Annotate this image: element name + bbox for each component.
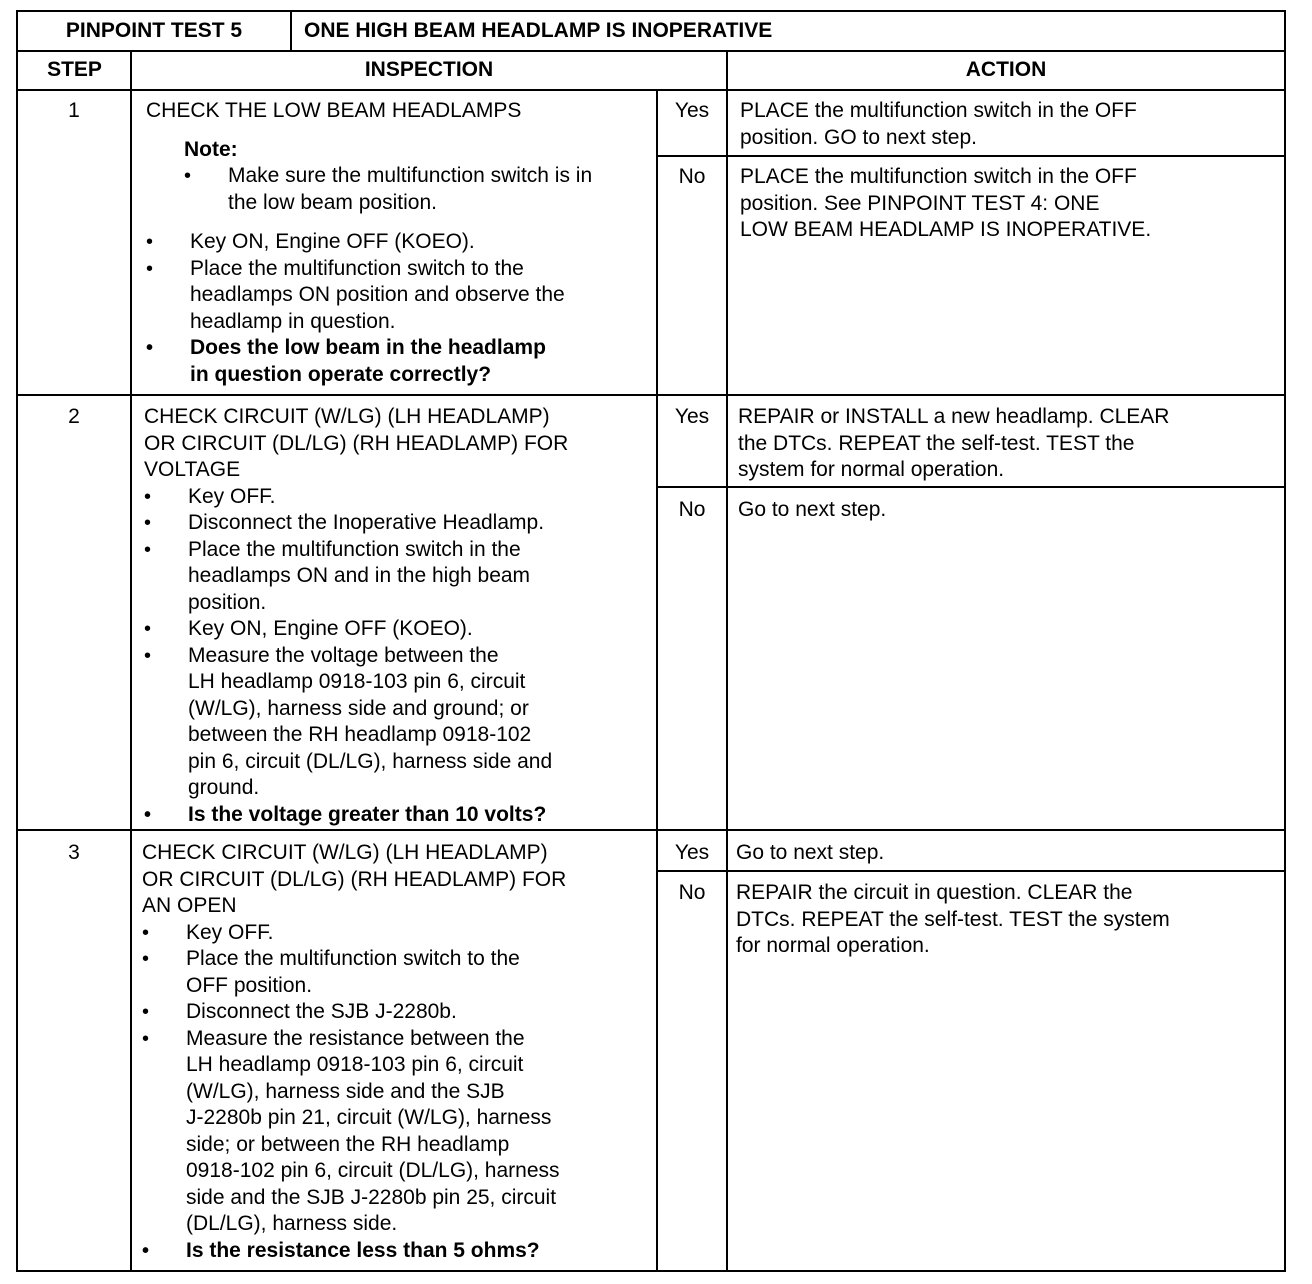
bullet-item bbox=[144, 643, 568, 802]
bullet-item bbox=[144, 616, 568, 643]
col-divider bbox=[656, 89, 658, 1272]
step-title: AN OPEN bbox=[142, 894, 237, 917]
rule bbox=[18, 50, 1284, 52]
bullet-line: • Key ON, Engine OFF (KOEO). bbox=[188, 617, 473, 640]
bullet-item-question bbox=[146, 335, 592, 388]
bullet-line: headlamps ON and in the high beam bbox=[188, 564, 531, 587]
bullet-line: • Measure the resistance between the bbox=[186, 1026, 525, 1050]
pinpoint-test-table bbox=[16, 10, 1286, 1272]
step-number: 1 bbox=[68, 99, 80, 122]
rule bbox=[18, 89, 1284, 91]
step-title: CHECK CIRCUIT (W/LG) (LH HEADLAMP) bbox=[144, 405, 550, 428]
bullet-line: in question operate correctly? bbox=[190, 362, 492, 386]
rule bbox=[656, 486, 1284, 488]
bullet-line: • Key OFF. bbox=[188, 484, 276, 508]
bullet-line: • Disconnect the Inoperative Headlamp. bbox=[188, 511, 545, 534]
step-2-inspection bbox=[144, 404, 568, 828]
yes-action bbox=[738, 404, 1169, 484]
note-item bbox=[184, 163, 592, 216]
rule bbox=[656, 870, 1284, 872]
step-number: 3 bbox=[68, 841, 80, 864]
col-divider bbox=[726, 50, 728, 1272]
bullet-line: • Is the voltage greater than 10 volts? bbox=[188, 802, 547, 826]
yes-action bbox=[736, 840, 884, 867]
bullet-line: (W/LG), harness side and ground; or bbox=[188, 696, 529, 720]
action-line: the DTCs. REPEAT the self-test. TEST the bbox=[738, 431, 1135, 455]
note-line: • Make sure the multifunction switch is in bbox=[228, 164, 593, 187]
action-line: DTCs. REPEAT the self-test. TEST the system bbox=[736, 907, 1170, 931]
bullet-line: between the RH headlamp 0918-102 bbox=[188, 723, 532, 746]
action-line: for normal operation. bbox=[736, 934, 930, 957]
bullet-item bbox=[146, 229, 592, 256]
bullet-item bbox=[142, 946, 566, 999]
bullet-line: headlamps ON position and observe the bbox=[190, 283, 565, 306]
action-line: position. See PINPOINT TEST 4: ONE bbox=[740, 191, 1100, 215]
bullet-line: J-2280b pin 21, circuit (W/LG), harness bbox=[186, 1106, 552, 1129]
action-line: REPAIR the circuit in question. CLEAR the bbox=[736, 881, 1133, 904]
bullet-line: (DL/LG), harness side. bbox=[186, 1212, 398, 1235]
bullet-line: position. bbox=[188, 590, 267, 614]
action-line: Go to next step. bbox=[738, 498, 887, 521]
col-action-header: ACTION bbox=[965, 58, 1047, 81]
bullet-line: side; or between the RH headlamp bbox=[186, 1132, 510, 1156]
action-line: LOW BEAM HEADLAMP IS INOPERATIVE. bbox=[740, 218, 1152, 241]
bullet-line: (W/LG), harness side and the SJB bbox=[186, 1079, 505, 1103]
yes-label: Yes bbox=[674, 405, 710, 428]
action-line: Go to next step. bbox=[736, 841, 885, 864]
no-label: No bbox=[678, 498, 706, 521]
bullet-line: • Does the low beam in the headlamp bbox=[190, 336, 546, 359]
note-line: the low beam position. bbox=[228, 190, 437, 214]
note-block bbox=[146, 137, 592, 217]
action-line: position. GO to next step. bbox=[740, 125, 977, 149]
step-title: VOLTAGE bbox=[144, 458, 241, 481]
bullet-list bbox=[142, 920, 566, 1265]
step-1-inspection bbox=[146, 98, 592, 388]
yes-action bbox=[740, 98, 1137, 151]
yes-label: Yes bbox=[674, 99, 710, 122]
bullet-item-question bbox=[144, 802, 568, 829]
step-number: 2 bbox=[68, 405, 80, 428]
col-inspection-header: INSPECTION bbox=[364, 58, 494, 81]
bullet-item bbox=[142, 1026, 566, 1238]
bullet-line: • Measure the voltage between the bbox=[188, 643, 499, 667]
bullet-line: • Place the multifunction switch to the bbox=[190, 256, 524, 280]
bullet-line: OFF position. bbox=[186, 973, 313, 997]
bullet-line: 0918-102 pin 6, circuit (DL/LG), harness bbox=[186, 1159, 560, 1182]
bullet-line: pin 6, circuit (DL/LG), harness side and bbox=[188, 749, 553, 773]
bullet-line: LH headlamp 0918-103 pin 6, circuit bbox=[188, 670, 526, 693]
rule bbox=[18, 394, 1284, 396]
title-divider bbox=[290, 12, 292, 52]
bullet-line: side and the SJB J-2280b pin 25, circuit bbox=[186, 1185, 557, 1209]
no-label: No bbox=[678, 881, 706, 904]
no-action bbox=[736, 880, 1170, 960]
action-line: PLACE the multifunction switch in the OFF bbox=[740, 99, 1137, 122]
bullet-item-question bbox=[142, 1238, 566, 1265]
step-title: CHECK THE LOW BEAM HEADLAMPS bbox=[146, 99, 522, 122]
bullet-item bbox=[144, 484, 568, 511]
col-divider bbox=[130, 50, 132, 1272]
test-title: ONE HIGH BEAM HEADLAMP IS INOPERATIVE bbox=[304, 19, 773, 42]
bullet-line: ground. bbox=[188, 776, 260, 799]
note-list bbox=[184, 163, 592, 216]
bullet-item bbox=[142, 920, 566, 947]
bullet-line: • Place the multifunction switch to the bbox=[186, 947, 520, 970]
action-line: PLACE the multifunction switch in the OFF bbox=[740, 165, 1137, 188]
bullet-item bbox=[144, 510, 568, 537]
bullet-line: • Is the resistance less than 5 ohms? bbox=[186, 1238, 540, 1262]
no-action bbox=[738, 497, 886, 524]
bullet-line: • Key OFF. bbox=[186, 920, 274, 944]
note-label: Note: bbox=[184, 137, 238, 161]
no-label: No bbox=[678, 165, 706, 188]
step-3-inspection bbox=[142, 840, 566, 1264]
action-line: system for normal operation. bbox=[738, 458, 1005, 481]
bullet-line: LH headlamp 0918-103 pin 6, circuit bbox=[186, 1053, 524, 1076]
rule bbox=[18, 829, 1284, 831]
bullet-item bbox=[142, 999, 566, 1026]
bullet-item bbox=[144, 537, 568, 617]
bullet-line: • Disconnect the SJB J-2280b. bbox=[186, 1000, 457, 1023]
rule bbox=[656, 155, 1284, 157]
step-title: OR CIRCUIT (DL/LG) (RH HEADLAMP) FOR bbox=[142, 867, 567, 891]
action-line: REPAIR or INSTALL a new headlamp. CLEAR bbox=[738, 405, 1170, 428]
bullet-list bbox=[144, 484, 568, 829]
bullet-item bbox=[146, 256, 592, 336]
bullet-list bbox=[146, 229, 592, 388]
col-step-header: STEP bbox=[47, 58, 102, 81]
step-title: OR CIRCUIT (DL/LG) (RH HEADLAMP) FOR bbox=[144, 431, 569, 455]
yes-label: Yes bbox=[674, 841, 710, 864]
bullet-line: • Key ON, Engine OFF (KOEO). bbox=[190, 230, 475, 253]
no-action bbox=[740, 164, 1151, 244]
step-title: CHECK CIRCUIT (W/LG) (LH HEADLAMP) bbox=[142, 841, 548, 864]
test-label: PINPOINT TEST 5 bbox=[65, 19, 243, 42]
bullet-line: • Place the multifunction switch in the bbox=[188, 537, 521, 561]
bullet-line: headlamp in question. bbox=[190, 309, 396, 333]
